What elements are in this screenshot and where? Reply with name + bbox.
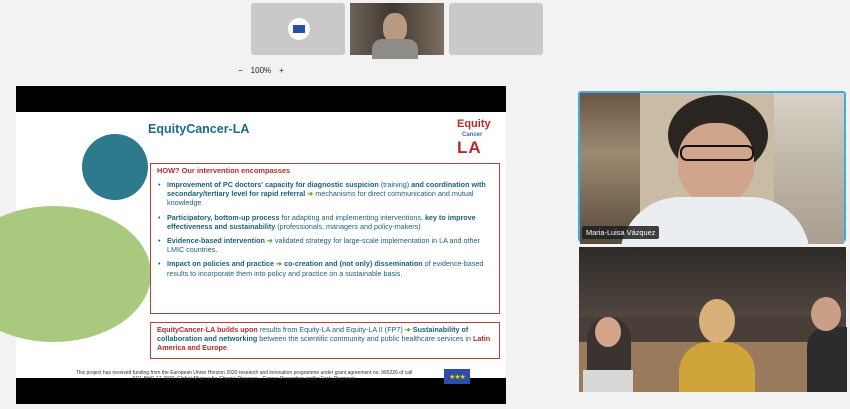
zoom-controls xyxy=(238,66,284,75)
list-item: • Evidence-based intervention ➔ validated strategy for large-scale implementation in LA and other LMIC countries. xyxy=(157,236,493,254)
equity-cancer-la-logo: Equity Cancer LA xyxy=(457,118,491,157)
participant-thumbnail-eu[interactable] xyxy=(251,3,345,55)
eu-flag-icon: ★★★ xyxy=(444,369,470,384)
participant-thumbnail-video[interactable] xyxy=(350,3,444,55)
zoom-in-button[interactable]: + xyxy=(279,66,284,75)
list-item: • Impact on policies and practice ➔ co-creation and (not only) dissemination of evidence-based results to incorporate them into policy and practice on a sustainable basis. xyxy=(157,259,493,277)
arrow-icon: ➔ xyxy=(274,259,285,269)
builds-upon-box: EquityCancer-LA builds upon results from Equity-LA and Equity-LA II (FP7) ➔ Sustainability of collaboration and networking between the scientific community and public healthcare services in Latin America and Europe. xyxy=(150,322,500,359)
presentation-slide xyxy=(16,112,506,383)
decorative-teal-circle xyxy=(82,134,148,200)
zoom-level: 100% xyxy=(250,66,272,75)
slide-title: EquityCancer-LA xyxy=(148,122,250,136)
arrow-icon: ➔ xyxy=(305,189,316,199)
funding-footer: This project has received funding from the European Union Horizon 2020 research and innovation programme under grant agreement no. 965226 of call SC1-BHC-17-2020, Global Alliance for Chronic Diseases - Cancer Prevention and/or Early Diagnosis xyxy=(75,370,413,383)
decorative-green-shape xyxy=(0,206,151,342)
speaker-video-tile[interactable] xyxy=(578,91,846,242)
list-item: • Participatory, bottom-up process for adapting and implementing interventions, key to improve effectiveness and sustainability (professionals, managers and policy-makers) xyxy=(157,213,493,231)
eu-logo-icon xyxy=(288,18,310,40)
arrow-icon: ➔ xyxy=(404,325,411,334)
arrow-icon: ➔ xyxy=(264,236,275,246)
intervention-heading: HOW? Our intervention encompasses xyxy=(157,166,291,175)
room-video-tile[interactable] xyxy=(579,247,846,392)
participant-thumbnail-empty[interactable] xyxy=(449,3,543,55)
shared-slide-frame xyxy=(16,86,506,404)
intervention-box xyxy=(150,163,500,314)
zoom-out-button[interactable]: − xyxy=(238,66,243,75)
speaker-name-tag: Maria-Luisa Vázquez xyxy=(582,226,659,239)
list-item: • Improvement of PC doctors' capacity for diagnostic suspicion (training) and coordination with secondary/tertiary level for rapid referral ➔ mechanisms for direct communication and mutual knowledge xyxy=(157,180,493,208)
